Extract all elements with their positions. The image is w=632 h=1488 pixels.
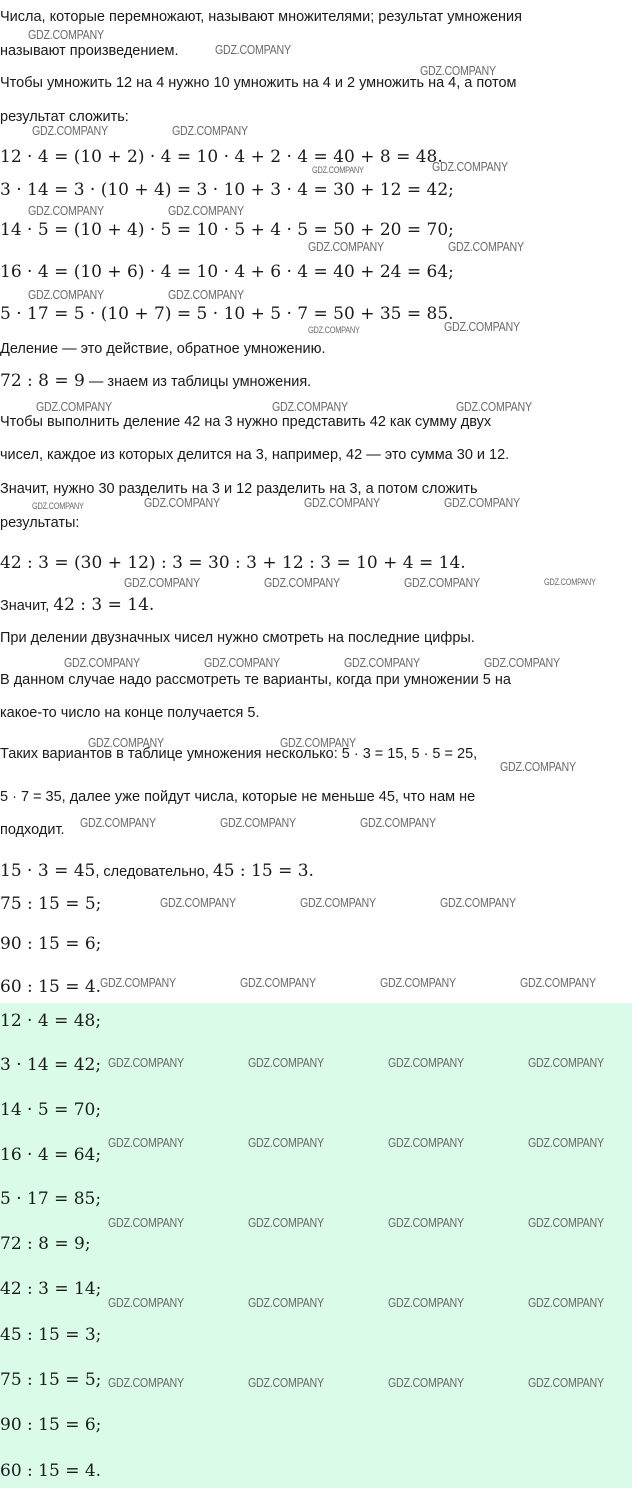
equation: 72 : 8 = 9: [0, 371, 85, 391]
paragraph-line: результат сложить:: [0, 109, 129, 125]
watermark: GDZ.COMPANY: [28, 287, 104, 302]
paragraph-line: Таких вариантов в таблице умножения несколько: 5 · 3 = 15, 5 · 5 = 25,: [0, 746, 478, 762]
answer-line: 42 : 3 = 14;: [0, 1279, 102, 1299]
watermark: GDZ.COMPANY: [36, 399, 112, 414]
equation: 42 : 3 = 14.: [53, 595, 155, 615]
watermark: GDZ.COMPANY: [248, 1135, 324, 1150]
watermark: GDZ.COMPANY: [388, 1055, 464, 1070]
watermark: GDZ.COMPANY: [80, 815, 156, 830]
answer-line: 14 · 5 = 70;: [0, 1100, 102, 1120]
answer-line: 90 : 15 = 6;: [0, 1415, 102, 1435]
answer-line: 3 · 14 = 42;: [0, 1055, 102, 1075]
watermark: GDZ.COMPANY: [280, 735, 356, 750]
watermark: GDZ.COMPANY: [388, 1215, 464, 1230]
equation-line: [0, 595, 154, 616]
watermark: GDZ.COMPANY: [308, 325, 360, 335]
paragraph-line: результаты:: [0, 515, 80, 531]
text-span: , следовательно,: [95, 864, 213, 880]
watermark: GDZ.COMPANY: [528, 1135, 604, 1150]
watermark: GDZ.COMPANY: [168, 287, 244, 302]
watermark: GDZ.COMPANY: [248, 1215, 324, 1230]
equation: 90 : 15 = 6;: [0, 934, 102, 954]
watermark: GDZ.COMPANY: [124, 575, 200, 590]
watermark: GDZ.COMPANY: [108, 1055, 184, 1070]
watermark: GDZ.COMPANY: [448, 239, 524, 254]
paragraph-line: Деление — это действие, обратное умножению.: [0, 341, 326, 357]
watermark: GDZ.COMPANY: [300, 895, 376, 910]
watermark: GDZ.COMPANY: [432, 159, 508, 174]
watermark: GDZ.COMPANY: [388, 1135, 464, 1150]
watermark: GDZ.COMPANY: [500, 759, 576, 774]
watermark: GDZ.COMPANY: [28, 203, 104, 218]
paragraph-line: называют произведением.: [0, 43, 179, 59]
watermark: GDZ.COMPANY: [440, 895, 516, 910]
equation: 45 : 15 = 3.: [212, 861, 314, 881]
watermark: GDZ.COMPANY: [444, 319, 520, 334]
watermark: GDZ.COMPANY: [484, 655, 560, 670]
paragraph-line: чисел, каждое из которых делится на 3, например, 42 — это сумма 30 и 12.: [0, 447, 510, 463]
watermark: GDZ.COMPANY: [32, 123, 108, 138]
watermark: GDZ.COMPANY: [88, 735, 164, 750]
paragraph-line: При делении двузначных чисел нужно смотреть на последние цифры.: [0, 630, 475, 646]
watermark: GDZ.COMPANY: [456, 399, 532, 414]
watermark: GDZ.COMPANY: [380, 975, 456, 990]
watermark: GDZ.COMPANY: [240, 975, 316, 990]
watermark: GDZ.COMPANY: [544, 577, 596, 587]
text-span: Значит,: [0, 598, 54, 614]
paragraph-line: Значит, нужно 30 разделить на 3 и 12 разделить на 3, а потом сложить: [0, 481, 478, 497]
watermark: GDZ.COMPANY: [108, 1135, 184, 1150]
watermark: GDZ.COMPANY: [108, 1295, 184, 1310]
answer-line: 45 : 15 = 3;: [0, 1325, 102, 1345]
answer-line: 5 · 17 = 85;: [0, 1189, 102, 1209]
paragraph-line: Чтобы выполнить деление 42 на 3 нужно представить 42 как сумму двух: [0, 414, 492, 430]
watermark: GDZ.COMPANY: [32, 501, 84, 511]
paragraph-line: Чтобы умножить 12 на 4 нужно 10 умножить на 4 и 2 умножить на 4, а потом: [0, 75, 517, 91]
equation: 16 · 4 = (10 + 6) · 4 = 10 · 4 + 6 · 4 = 40 + 24 = 64;: [0, 262, 454, 282]
watermark: GDZ.COMPANY: [64, 655, 140, 670]
equation: 3 · 14 = 3 · (10 + 4) = 3 · 10 + 3 · 4 = 30 + 12 = 42;: [0, 180, 454, 200]
watermark: GDZ.COMPANY: [168, 203, 244, 218]
equation-line: [0, 371, 311, 392]
watermark: GDZ.COMPANY: [108, 1215, 184, 1230]
watermark: GDZ.COMPANY: [28, 27, 104, 42]
watermark: GDZ.COMPANY: [264, 575, 340, 590]
equation: 12 · 4 = (10 + 2) · 4 = 10 · 4 + 2 · 4 = 40 + 8 = 48.: [0, 147, 443, 167]
watermark: GDZ.COMPANY: [360, 815, 436, 830]
watermark: GDZ.COMPANY: [404, 575, 480, 590]
watermark: GDZ.COMPANY: [272, 399, 348, 414]
answer-line: 16 · 4 = 64;: [0, 1145, 102, 1165]
paragraph-line: какое-то число на конце получается 5.: [0, 705, 260, 721]
equation: 42 : 3 = (30 + 12) : 3 = 30 : 3 + 12 : 3 = 10 + 4 = 14.: [0, 553, 466, 573]
watermark: GDZ.COMPANY: [304, 495, 380, 510]
answer-block: [0, 1003, 632, 1488]
watermark: GDZ.COMPANY: [520, 975, 596, 990]
paragraph-line: Числа, которые перемножают, называют множителями; результат умножения: [0, 9, 522, 25]
watermark: GDZ.COMPANY: [204, 655, 280, 670]
watermark: GDZ.COMPANY: [248, 1375, 324, 1390]
watermark: GDZ.COMPANY: [220, 815, 296, 830]
equation-line: [0, 861, 314, 882]
equation: 15 · 3 = 45: [0, 861, 96, 881]
watermark: GDZ.COMPANY: [312, 165, 364, 175]
paragraph-line: подходит.: [0, 822, 65, 838]
paragraph-line: 5 · 7 = 35, далее уже пойдут числа, которые не меньше 45, что нам не: [0, 789, 476, 805]
watermark: GDZ.COMPANY: [388, 1375, 464, 1390]
watermark: GDZ.COMPANY: [108, 1375, 184, 1390]
watermark: GDZ.COMPANY: [172, 123, 248, 138]
watermark: GDZ.COMPANY: [160, 895, 236, 910]
equation: 5 · 17 = 5 · (10 + 7) = 5 · 10 + 5 · 7 = 50 + 35 = 85.: [0, 304, 454, 324]
watermark: GDZ.COMPANY: [528, 1295, 604, 1310]
watermark: GDZ.COMPANY: [420, 63, 496, 78]
equation: 60 : 15 = 4.: [0, 977, 102, 997]
watermark: GDZ.COMPANY: [308, 239, 384, 254]
watermark: GDZ.COMPANY: [388, 1295, 464, 1310]
watermark: GDZ.COMPANY: [528, 1055, 604, 1070]
watermark: GDZ.COMPANY: [344, 655, 420, 670]
watermark: GDZ.COMPANY: [444, 495, 520, 510]
watermark: GDZ.COMPANY: [100, 975, 176, 990]
watermark: GDZ.COMPANY: [528, 1215, 604, 1230]
equation: 14 · 5 = (10 + 4) · 5 = 10 · 5 + 4 · 5 = 50 + 20 = 70;: [0, 220, 454, 240]
watermark: GDZ.COMPANY: [215, 42, 291, 57]
text-span: — знаем из таблицы умножения.: [84, 374, 312, 390]
answer-line: 60 : 15 = 4.: [0, 1461, 102, 1481]
watermark: GDZ.COMPANY: [144, 495, 220, 510]
watermark: GDZ.COMPANY: [528, 1375, 604, 1390]
answer-line: 12 · 4 = 48;: [0, 1011, 102, 1031]
equation: 75 : 15 = 5;: [0, 894, 102, 914]
watermark: GDZ.COMPANY: [248, 1295, 324, 1310]
answer-line: 75 : 15 = 5;: [0, 1370, 102, 1390]
watermark: GDZ.COMPANY: [248, 1055, 324, 1070]
answer-line: 72 : 8 = 9;: [0, 1234, 91, 1254]
paragraph-line: В данном случае надо рассмотреть те варианты, когда при умножении 5 на: [0, 672, 511, 688]
